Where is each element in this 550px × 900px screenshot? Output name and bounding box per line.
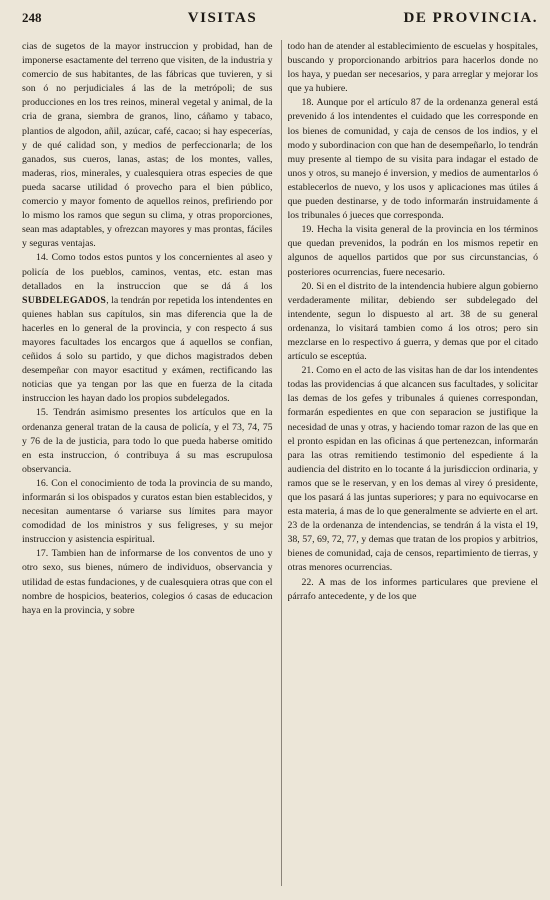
paragraph-continuation: todo han de atender al establecimiento de escuelas y hospitales, buscando y proporcionando arbitrios para hacerlos donde no los haya, y puedan ser necesarios, y para arreglar y mejorar los que ya hubiere. xyxy=(287,41,538,95)
paragraph-continuation: cias de sugetos de la mayor instruccion y probidad, han de imponerse esactamente del terreno que visiten, de la industria y comercio de sus habitantes, de las fábricas que tuvieren, y si son ó no perjudiciales á las de la metrópoli; de sus producciones en los tres reinos, mineral vegetal y animal, de la cria de grana, siembra de granos, lino, cáñamo y tabaco, plantios de algodon, añil, azúcar, café, cacao; si hay especerías, y de qué calidad son, y medios de perfeccionarla; de los ganados, sus cueros, lanas, astas; de los montes, valles, maderas, rios, minerales, y cualesquiera otras especies de que pueda sacarse utilidad ó provecho para el bien público, comercio y mayor fomento de aquellos reinos, prefiriendo por lo mismo los ramos que segun su clima, y otras proporciones, sean mas adaptables, y ofrezcan mayores y mas prontas, fáciles y seguras ventajas. xyxy=(22,41,273,250)
right-column xyxy=(288,40,539,886)
paragraph-17: 17. Tambien han de informarse de los conventos de uno y otro sexo, sus bienes, número de individuos, observancia y utilidad de estas fundaciones, y de cualesquiera otras que con el nombre de hospicios, beaterios, colegios ó casas de educacion haya en la provincia, y sobre xyxy=(22,548,273,616)
paragraph-20: 20. Si en el distrito de la intendencia hubiere algun gobierno verdaderamente militar, debiendo ser subdelegado del intendente, segun lo dispuesto al art. 38 de su general ordenanza, lo visitará tambien como á los otros; pero sin mezclarse en lo respectivo á guerra, y demas que por el citado artículo se esceptúa. xyxy=(287,280,538,363)
page-header xyxy=(22,10,538,34)
paragraph-14-text: 14. Como todos estos puntos y los concernientes al aseo y policía de los pueblos, caminos, ventas, etc. estan mas detallados en la instruccion que se dá á los xyxy=(22,252,273,292)
page-number: 248 xyxy=(22,10,42,25)
running-title-right: DE PROVINCIA. xyxy=(403,10,538,26)
paragraph-19: 19. Hecha la visita general de la provincia en los términos que quedan prevenidos, la podrán en los mismos repetir en algunos de aquellos partidos que por sus circunstancias, ó posteriores ocurrencias, fuere necesario. xyxy=(287,224,538,278)
paragraph-15: 15. Tendrán asimismo presentes los artículos que en la ordenanza general tratan de la causa de policía, y el 73, 74, 75 y 76 de la de justicia, para todo lo que pueda haberse omitido en esta instruccion, ó contribuya á su mas escrupulosa observancia. xyxy=(22,407,273,475)
running-title-left: VISITAS xyxy=(187,10,258,26)
paragraph-14 xyxy=(22,251,273,406)
subdelegados-term: SUBDELEGADOS xyxy=(22,294,107,306)
column-divider xyxy=(281,40,282,886)
paragraph-18: 18. Aunque por el artículo 87 de la ordenanza general está prevenido á los intendentes el cuidado que les corresponde en los bienes de comunidad, y caja de censos de los indios, y el modo y subordinacion con que han de desempeñarlo, lo tendrán muy presente al tiempo de su visita para indagar el estado de unos y otros, su manejo é inversion, y medios de aumentarlos ó establecerlos de nuevo, y los usos y aplicaciones mas útiles á que pueden destinarse, y de todo informarán instruidamente á los tribunales ó jueces que corresponda. xyxy=(287,97,538,222)
left-column xyxy=(22,40,279,886)
two-column-body xyxy=(22,40,538,886)
paragraph-21: 21. Como en el acto de las visitas han de dar los intendentes todas las providencias á que alcancen sus facultades, y solicitar las demas de los gefes y tribunales á quienes correspondan, formarán espedientes en que con separacion se justifique la necesidad de unas y otras, y haciendo tomar razon de las que en el pronto espidan en las oficinas á que pertenezcan, informarán para las otras remitiendo testimonio del espediente á la audiencia del distrito en lo tocante á la jurisdiccion ordinaria, y ramos que se le reservan, y en los demas al virey ó presidente, que los pasará á las juntas superiores; y para no equivocarse en esta materia, á mas de lo que generalmente se advierte en el art. 23 de la ordenanza de intendencias, se tendrán á la vista el 19, 38, 57, 69, 72, 77, y demas que tratan de los propios y arbitrios, bienes de comunidad, caja de censos, repartimiento de tierras, y otras menores ocurrencias. xyxy=(287,365,538,574)
paragraph-14-text-rest: , la tendrán por repetida los intendentes en quienes hablan sus capítulos, sin mas diferencia que la de hacerles en lo general de la provincia, y con respecto á sus mayores facultades los encargos que á aquellos se confian, ceñidos á solo su partido, y que dichos magistrados deben desempeñar con mayor esactitud y exámen, rectificando las noticias que ya tengan por las que en fuerza de la citada instruccion les hayan dado los propios subdelegados. xyxy=(22,294,273,405)
paragraph-22: 22. A mas de los informes particulares que previene el párrafo antecedente, y de los que xyxy=(287,576,538,602)
paragraph-16: 16. Con el conocimiento de toda la provincia de su mando, informarán si los obispados y curatos estan bien establecidos, y necesitan aumentarse ó variarse sus límites para mayor comodidad de los ministros y sus feligreses, y su mejor instruccion y asistencia espiritual. xyxy=(22,477,273,546)
